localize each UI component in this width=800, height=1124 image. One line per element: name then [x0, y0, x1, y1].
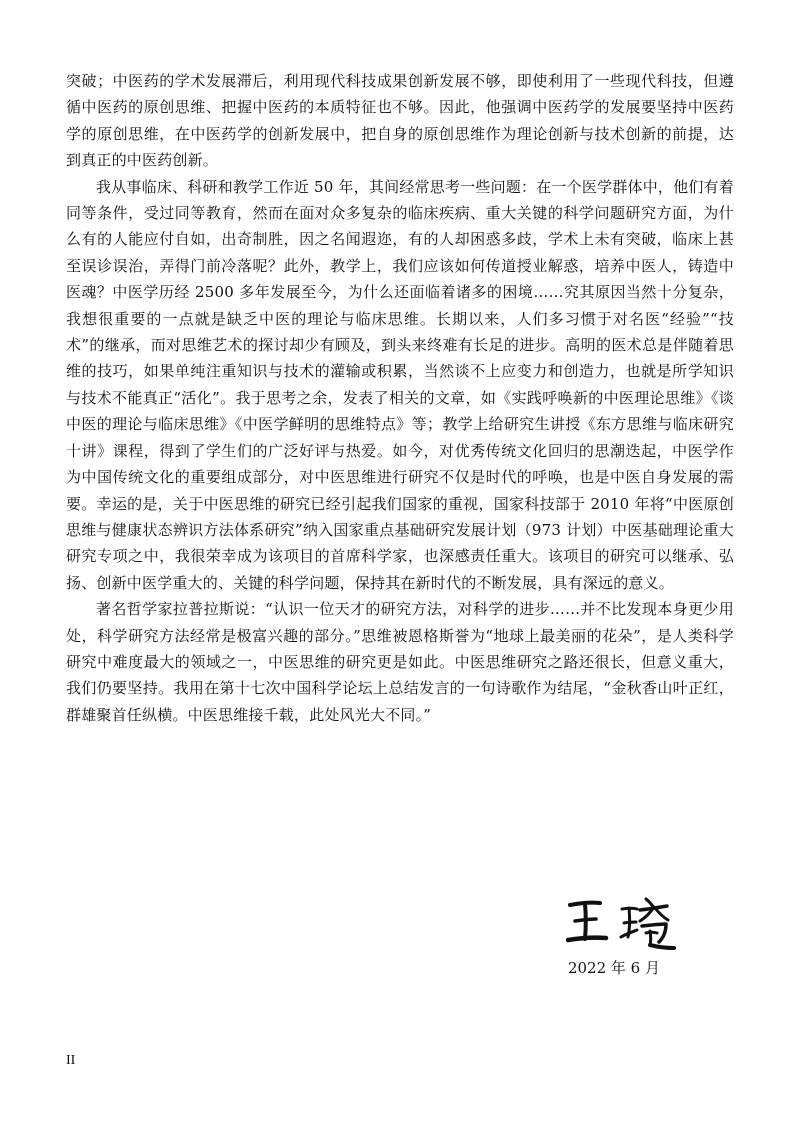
paragraph-2: 我从事临床、科研和教学工作近 50 年，其间经常思考一些问题：在一个医学群体中，他们有着同等条件，受过同等教育，然而在面对众多复杂的临床疾病、重大关键的科学问题研究方面，为什么有的人能应付自如，出奇制胜，因之名闻遐迩，有的人却困惑多歧，学术上未有突破，临床上甚至误诊误治，弄得门前冷落呢？此外，教学上，我们应该如何传道授业解惑，培养中医人，铸造中医魂？中医学历经 2500 多年发展至今，为什么还面临着诸多的困境……究其原因当然十分复杂，我想很重要的一点就是缺乏中医的理论与临床思维。长期以来，人们多习惯于对名医“经验”“技术”的继承，而对思维艺术的探讨却少有顾及，到头来终难有长足的进步。高明的医术总是伴随着思维的技巧，如果单纯注重知识与技术的灌输或积累，当然谈不上应变力和创造力，也就是所学知识与技术不能真正“活化”。我于思考之余，发表了相关的文章，如《实践呼唤新的中医理论思维》《谈中医的理论与临床思维》《中医学鲜明的思维特点》等；教学上给研究生讲授《东方思维与临床研究十讲》课程，得到了学生们的广泛好评与热爱。如今，对优秀传统文化回归的思潮迭起，中医学作为中国传统文化的重要组成部分，对中医思维进行研究不仅是时代的呼唤，也是中医自身发展的需要。幸运的是，关于中医思维的研究已经引起我们国家的重视，国家科技部于 2010 年将“中医原创思维与健康状态辨识方法体系研究”纳入国家重点基础研究发展计划（973 计划）中医基础理论重大研究专项之中，我很荣幸成为该项目的首席科学家，也深感责任重大。该项目的研究可以继承、弘扬、创新中医学重大的、关键的科学问题，保持其在新时代的不断发展，具有深远的意义。 [66, 177, 734, 592]
paragraph-3: 著名哲学家拉普拉斯说：“认识一位天才的研究方法，对科学的进步……并不比发现本身更少用处，科学研究方法经常是极富兴趣的部分。”思维被恩格斯誉为“地球上最美丽的花朵”，是人类科学研究中难度最大的领域之一，中医思维的研究更是如此。中医思维研究之路还很长，但意义重大，我们仍要坚持。我用在第十七次中国科学论坛上总结发言的一句诗歌作为结尾，“金秋香山叶正红，群雄聚首任纵横。中医思维接千载，此处风光大不同。” [66, 600, 734, 724]
date: 2022 年 6 月 [567, 959, 660, 977]
paragraph-1: 突破；中医药的学术发展滞后，利用现代科技成果创新发展不够，即使利用了一些现代科技，但遵循中医药的原创思维、把握中医药的本质特征也不够。因此，他强调中医药学的发展要坚持中医药学的原创思维，在中医药学的创新发展中，把自身的原创思维作为理论创新与技术创新的前提，达到真正的中医药创新。 [66, 72, 734, 170]
body-text [66, 68, 734, 728]
handwritten-signature [566, 893, 676, 951]
page-number: II [66, 1053, 76, 1068]
